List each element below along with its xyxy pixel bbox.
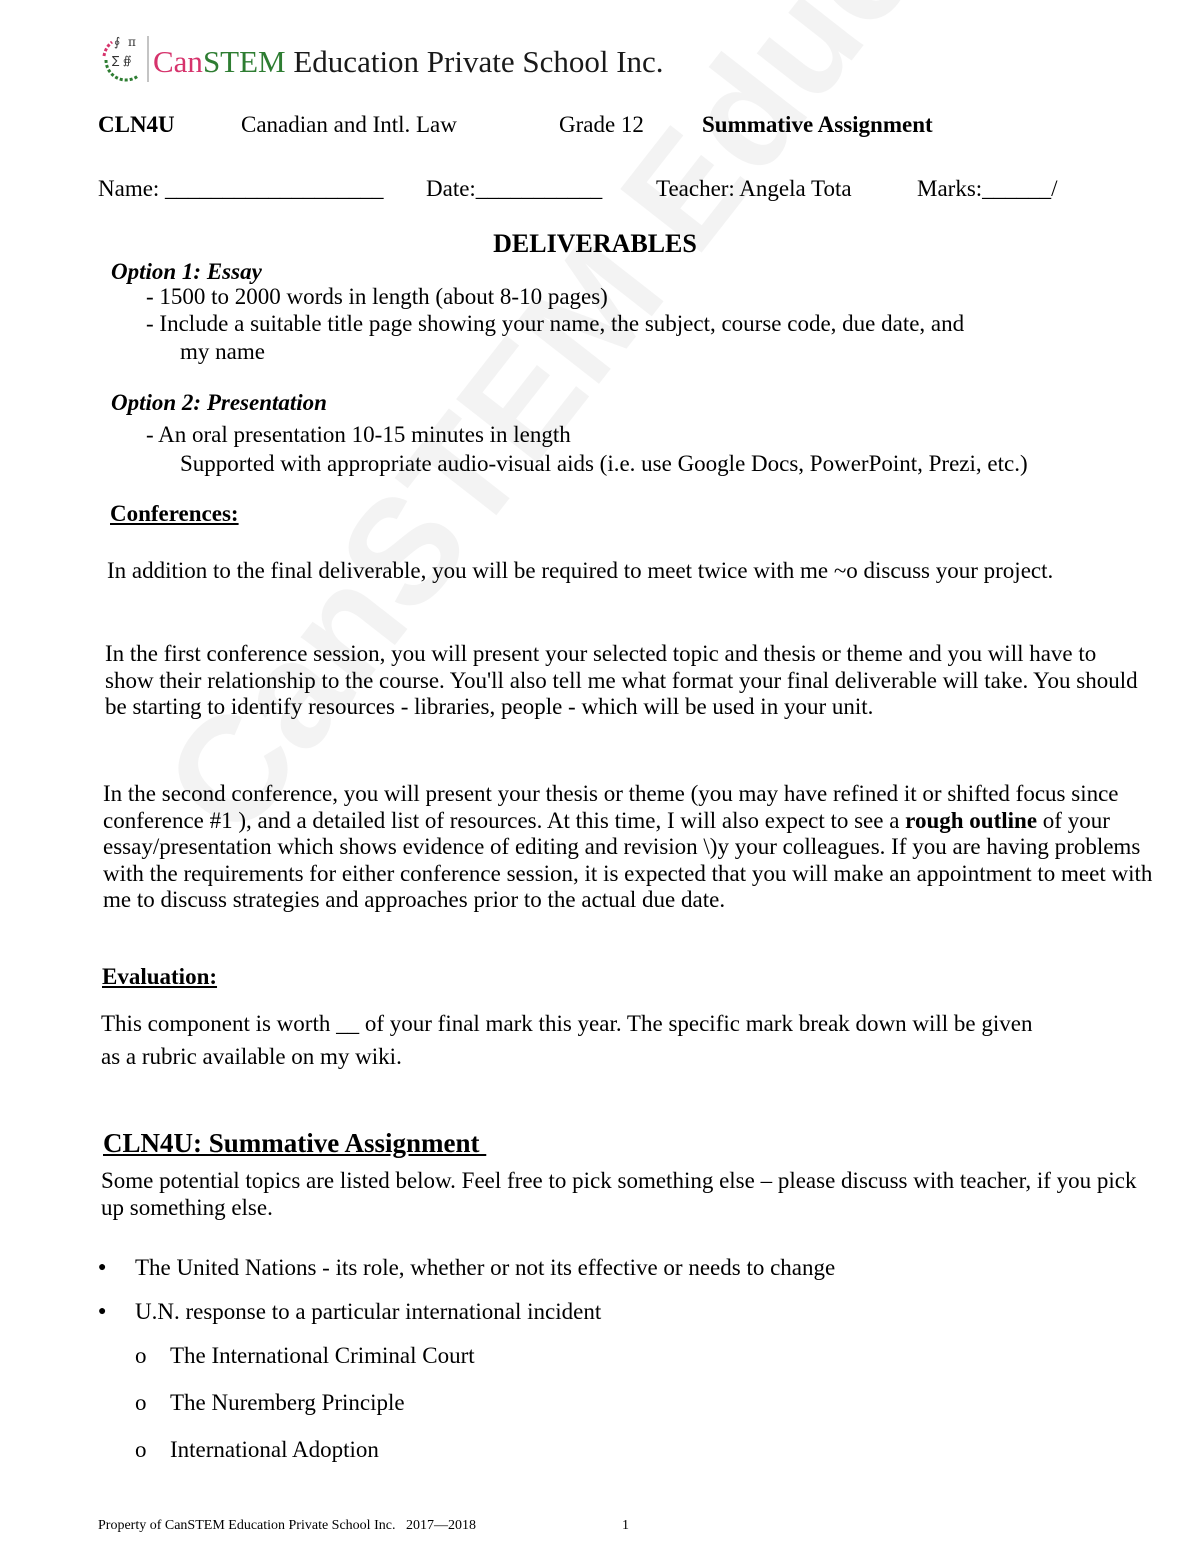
school-logo: [98, 32, 150, 84]
subtopic-item: International Adoption: [170, 1437, 379, 1462]
p3-text-start: In the second conference, you will present your thesis or theme (you may have refined it or shifted focus since conference #1 ), and a detailed list of resources. At this time, I will also expect to see a: [103, 781, 1119, 833]
evaluation-line2: as a rubric available on my wiki.: [101, 1044, 402, 1069]
subtopic-item: The Nuremberg Principle: [170, 1390, 405, 1415]
conferences-paragraph-2: In the first conference session, you will present your selected topic and thesis or theme and you will have to show their relationship to the course. You'll also tell me what format your final deliverable will take. You should be starting to identify resources - libraries, people - which will be used in your unit.: [105, 641, 1138, 720]
summative-intro: Some potential topics are listed below. Feel free to pick something else – please discuss with teacher, if you pick up something else.: [101, 1168, 1137, 1220]
brand-rest: Education Private School Inc.: [285, 44, 664, 79]
name-field-label: Name: ___________________: [98, 176, 384, 201]
option2-title: Option 2: Presentation: [111, 390, 327, 415]
footer-text: Property of CanSTEM Education Private School Inc. 2017—2018: [98, 1518, 476, 1533]
p3-text-end: of your essay/presentation which shows evidence of editing and revision \)y your colleagues. If you are having problems with the requirements for either conference session, it is expected that you will make an appointment to meet with me to discuss strategies and approaches prior to the actual due date.: [103, 807, 1153, 913]
sub-bullet-icon: o: [135, 1343, 147, 1368]
summative-heading: CLN4U: Summative Assignment: [103, 1128, 487, 1158]
conferences-paragraph-3: [103, 781, 1163, 914]
svg-text:∮: ∮: [114, 35, 121, 49]
bullet-icon: ●: [98, 1304, 107, 1319]
subtopic-item: The International Criminal Court: [170, 1343, 475, 1368]
marks-field-label: Marks:______/: [917, 176, 1058, 201]
bullet-icon: ●: [98, 1260, 107, 1275]
option1-line1: - 1500 to 2000 words in length (about 8-10 pages): [146, 284, 608, 309]
option2-line2: Supported with appropriate audio-visual aids (i.e. use Google Docs, PowerPoint, Prezi, etc.): [180, 451, 1028, 476]
evaluation-heading: Evaluation:: [102, 964, 218, 989]
svg-text:∑ ∯: ∑ ∯: [112, 54, 132, 67]
option1-line2: - Include a suitable title page showing your name, the subject, course code, due date, and: [146, 311, 965, 336]
page-number: 1: [622, 1518, 629, 1533]
topic-item: U.N. response to a particular international incident: [135, 1299, 602, 1324]
course-grade: Grade 12: [559, 112, 644, 137]
logo-emblem-icon: [98, 32, 150, 84]
conferences-heading: Conferences:: [110, 501, 239, 526]
school-name: [153, 44, 664, 80]
date-field-label: Date:___________: [426, 176, 603, 201]
course-type: Summative Assignment: [702, 112, 933, 137]
evaluation-line1: This component is worth __ of your final mark this year. The specific mark break down will be given: [101, 1011, 1033, 1036]
option2-line1: - An oral presentation 10-15 minutes in length: [146, 422, 571, 447]
conferences-paragraph-1: In addition to the final deliverable, you will be required to meet twice with me ~o discuss your project.: [107, 558, 1054, 583]
sub-bullet-icon: o: [135, 1390, 147, 1415]
svg-text:π: π: [128, 35, 136, 49]
option1-line3: my name: [180, 339, 265, 364]
option1-title: Option 1: Essay: [111, 259, 262, 284]
brand-can: Can: [153, 44, 203, 79]
topic-item: The United Nations - its role, whether or not its effective or needs to change: [135, 1255, 836, 1280]
sub-bullet-icon: o: [135, 1437, 147, 1462]
rough-outline-bold: rough outline: [905, 807, 1038, 833]
teacher-label: Teacher: Angela Tota: [656, 176, 852, 201]
deliverables-title: DELIVERABLES: [493, 229, 697, 258]
brand-stem: STEM: [202, 44, 286, 79]
course-code: CLN4U: [98, 112, 175, 137]
course-name: Canadian and Intl. Law: [241, 112, 457, 137]
